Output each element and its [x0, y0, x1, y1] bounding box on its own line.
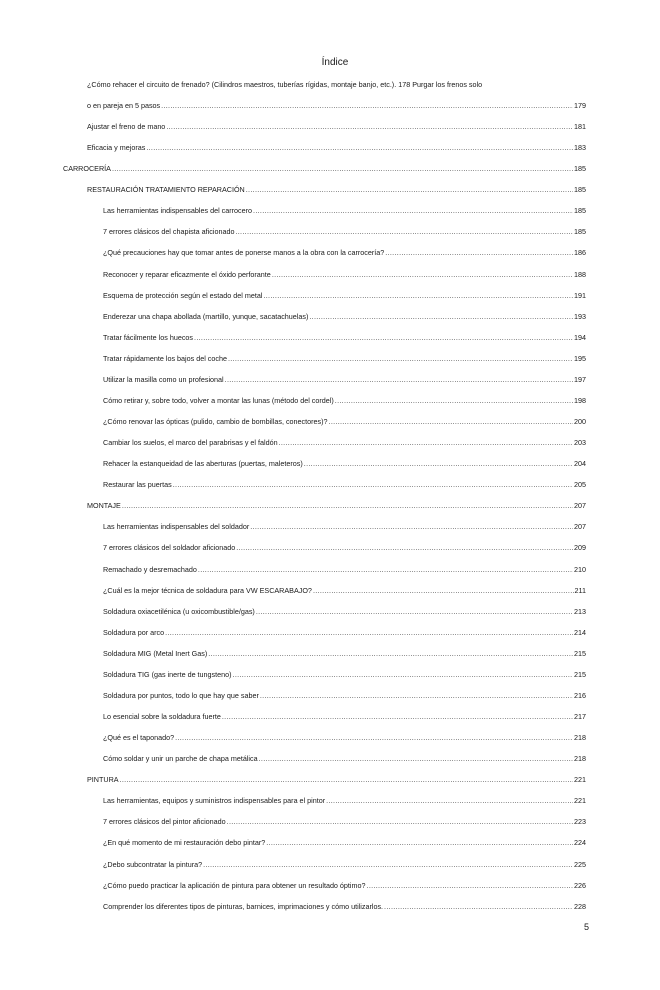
toc-entry[interactable]	[63, 159, 586, 173]
toc-entry-title: Soldadura oxiacetilénica (u oxicombustible/gas)	[103, 606, 255, 616]
toc-leader-dots	[228, 354, 573, 363]
toc-entry[interactable]	[103, 581, 586, 595]
toc-entry[interactable]	[103, 307, 586, 321]
toc-entry[interactable]	[103, 391, 586, 405]
toc-entry[interactable]	[103, 286, 586, 300]
toc-leader-dots	[326, 796, 573, 805]
toc-entry[interactable]	[103, 833, 586, 847]
toc-leader-dots	[246, 185, 573, 194]
toc-entry-page: 216	[574, 690, 586, 700]
toc-entry[interactable]	[103, 560, 586, 574]
toc-entry-page: 193	[574, 311, 586, 321]
toc-entry-title: Rehacer la estanqueidad de las aberturas (puertas, maleteros)	[103, 459, 303, 469]
toc-entry-title: Cambiar los suelos, el marco del parabrisas y el faldón	[103, 438, 278, 448]
toc-entry-title: Esquema de protección según el estado del metal	[103, 290, 263, 300]
toc-entry-title: ¿Qué es el taponado?	[103, 733, 175, 743]
toc-entry[interactable]	[103, 686, 586, 700]
toc-entry-page: 194	[574, 332, 586, 342]
toc-entry-title: Lo esencial sobre la soldadura fuerte	[103, 712, 221, 722]
toc-entry-title: PINTURA	[87, 775, 119, 785]
toc-entry[interactable]	[87, 770, 586, 784]
toc-leader-dots	[161, 101, 573, 110]
toc-leader-dots	[166, 122, 573, 131]
toc-leader-dots	[256, 607, 573, 616]
toc-entry-title: 7 errores clásicos del chapista aficionado	[103, 227, 235, 237]
toc-entry-title: Las herramientas, equipos y suministros indispensables para el pintor	[103, 796, 326, 806]
toc-leader-dots	[225, 375, 573, 384]
toc-leader-dots	[279, 438, 573, 447]
toc-entry-page: 213	[574, 606, 586, 616]
toc-leader-dots	[250, 522, 573, 531]
toc-entry[interactable]	[87, 180, 586, 194]
toc-entry-page: 226	[574, 880, 586, 890]
toc-entry-title: Cómo retirar y, sobre todo, volver a montar las lunas (método del cordel)	[103, 395, 334, 405]
toc-entry-page: 198	[574, 395, 586, 405]
toc-entry-page: 204	[574, 459, 586, 469]
toc-leader-dots	[175, 733, 573, 742]
toc-entry-title: Soldadura MIG (Metal Inert Gas)	[103, 648, 208, 658]
page-number: 5	[583, 922, 589, 932]
toc-leader-dots	[236, 543, 573, 552]
toc-leader-dots	[260, 691, 573, 700]
toc-entry[interactable]	[103, 370, 586, 384]
toc-entry[interactable]	[103, 623, 586, 637]
toc-entry-title: Las herramientas indispensables del carrocero	[103, 206, 253, 216]
toc-entry-title: Tratar fácilmente los huecos	[103, 332, 194, 342]
page-title: Índice	[321, 57, 349, 68]
toc-entry-page: 215	[574, 669, 586, 679]
toc-entry[interactable]	[103, 454, 586, 468]
toc-entry-page: 217	[574, 712, 586, 722]
toc-leader-dots	[120, 775, 573, 784]
toc-entry-page: 228	[574, 901, 586, 911]
toc-entry-title: Enderezar una chapa abollada (martillo, yunque, sacatachuelas)	[103, 311, 309, 321]
toc-leader-dots	[235, 227, 573, 236]
toc-entry[interactable]	[103, 602, 586, 616]
toc-entry-page: 218	[574, 733, 586, 743]
toc-leader-dots	[309, 312, 573, 321]
toc-entry-page: 209	[574, 543, 586, 553]
toc-entry-page: 188	[574, 269, 586, 279]
toc-leader-dots	[259, 754, 573, 763]
toc-leader-dots	[233, 670, 573, 679]
toc-entry[interactable]	[103, 243, 586, 257]
toc-leader-dots	[367, 881, 573, 890]
toc-entry-page: 223	[574, 817, 586, 827]
toc-leader-dots	[194, 333, 573, 342]
toc-entry[interactable]	[103, 475, 586, 489]
toc-entry-page: 181	[574, 122, 586, 132]
toc-entry[interactable]	[103, 665, 586, 679]
toc-entry-title: RESTAURACIÓN TRATAMIENTO REPARACIÓN	[87, 185, 245, 195]
toc-entry-page: 225	[574, 859, 586, 869]
toc-entry-page: 183	[574, 143, 586, 153]
toc-leader-dots	[329, 417, 573, 426]
toc-entry[interactable]	[103, 855, 586, 869]
toc-entry-page: 207	[574, 522, 586, 532]
toc-entry-page: 215	[574, 648, 586, 658]
toc-entry-page: 191	[574, 290, 586, 300]
toc-entry-page: 200	[574, 417, 586, 427]
toc-entry-title: Ajustar el freno de mano	[87, 122, 166, 132]
toc-entry[interactable]	[87, 117, 586, 131]
toc-leader-dots	[253, 206, 573, 215]
toc-entry-title: ¿Qué precauciones hay que tomar antes de ponerse manos a la obra con la carrocería?	[103, 248, 385, 258]
toc-entry-title: ¿Cómo puedo practicar la aplicación de pintura para obtener un resultado óptimo?	[103, 880, 366, 890]
toc-entry[interactable]	[103, 791, 586, 805]
toc-entry-page: 185	[574, 164, 586, 174]
toc-entry[interactable]	[103, 749, 586, 763]
toc-entry-title: MONTAJE	[87, 501, 121, 511]
toc-entry-title: Cómo soldar y unir un parche de chapa metálica	[103, 754, 258, 764]
toc-entry[interactable]	[103, 538, 586, 552]
toc-entry-page: 185	[574, 227, 586, 237]
toc-entry-title: Remachado y desremachado	[103, 564, 197, 574]
toc-entry[interactable]	[103, 707, 586, 721]
toc-leader-dots	[122, 501, 573, 510]
toc-entry-page: 205	[574, 480, 586, 490]
toc-entry-page: 186	[574, 248, 586, 258]
toc-entry-page: 218	[574, 754, 586, 764]
toc-entry-title: ¿Debo subcontratar la pintura?	[103, 859, 203, 869]
toc-entry-title: Soldadura TIG (gas inerte de tungsteno)	[103, 669, 232, 679]
toc-entry-page: 221	[574, 775, 586, 785]
toc-entry[interactable]	[103, 265, 586, 279]
toc-entry-page: 185	[574, 206, 586, 216]
toc-leader-dots	[112, 164, 573, 173]
toc-leader-dots	[227, 817, 573, 826]
toc-entry-page: 211	[574, 585, 586, 595]
toc-leader-dots	[203, 860, 573, 869]
toc-entry-title: Comprender los diferentes tipos de pinturas, barnices, imprimaciones y cómo utilizarlos.	[103, 901, 384, 911]
toc-leader-dots	[208, 649, 573, 658]
toc-entry-title: Restaurar las puertas	[103, 480, 172, 490]
toc-entry-title: Soldadura por puntos, todo lo que hay que saber	[103, 690, 259, 700]
toc-leader-dots	[266, 838, 573, 847]
toc-entry-page: 185	[574, 185, 586, 195]
toc-entry-title: o en pareja en 5 pasos	[87, 101, 161, 110]
toc-entry[interactable]	[103, 876, 586, 890]
toc-leader-dots	[384, 902, 573, 911]
toc-entry-title: Eficacia y mejoras	[87, 143, 146, 153]
toc-entry-title: Las herramientas indispensables del soldador	[103, 522, 250, 532]
toc-leader-dots	[263, 291, 573, 300]
toc-entry-title: ¿Cuál es la mejor técnica de soldadura para VW ESCARABAJO?	[103, 585, 312, 595]
toc-entry-page: 195	[574, 353, 586, 363]
toc-leader-dots	[335, 396, 573, 405]
toc-leader-dots	[173, 480, 573, 489]
toc-entry-page: 197	[574, 374, 586, 384]
toc-entry-title: 7 errores clásicos del pintor aficionado	[103, 817, 226, 827]
toc-leader-dots	[313, 586, 574, 595]
toc-leader-dots	[385, 248, 573, 257]
toc-entry-page: 179	[574, 101, 586, 110]
toc-entry-page: 221	[574, 796, 586, 806]
toc-entry[interactable]	[103, 201, 586, 215]
toc-leader-dots	[165, 628, 573, 637]
toc-leader-dots	[198, 565, 573, 574]
toc-entry[interactable]	[103, 812, 586, 826]
toc-entry-page: 203	[574, 438, 586, 448]
toc-entry-title: CARROCERÍA	[63, 164, 111, 174]
toc-entry[interactable]	[103, 433, 586, 447]
toc-entry-title: ¿Cómo renovar las ópticas (pulido, cambio de bombillas, conectores)?	[103, 417, 328, 427]
toc-leader-dots	[304, 459, 573, 468]
toc-entry[interactable]	[103, 222, 586, 236]
toc-leader-dots	[272, 270, 573, 279]
toc-entry-page: 224	[574, 838, 586, 848]
toc-entry-page: 207	[574, 501, 586, 511]
toc-entry[interactable]	[87, 496, 586, 510]
toc-entry-page: 210	[574, 564, 586, 574]
toc-entry[interactable]	[103, 644, 586, 658]
toc-entry-title: Utilizar la masilla como un profesional	[103, 374, 224, 384]
toc-leader-dots	[146, 143, 573, 152]
toc-entry[interactable]	[103, 349, 586, 363]
toc-leader-dots	[222, 712, 573, 721]
toc-entry-title: Reconocer y reparar eficazmente el óxido perforante	[103, 269, 271, 279]
toc-entry[interactable]	[87, 138, 586, 152]
toc-entry-title: ¿En qué momento de mi restauración debo pintar?	[103, 838, 266, 848]
toc-entry[interactable]	[87, 96, 586, 110]
toc-entry[interactable]	[103, 517, 586, 531]
toc-entry[interactable]	[103, 897, 586, 911]
toc-entry-title: Soldadura por arco	[103, 627, 165, 637]
toc-entry[interactable]	[103, 412, 586, 426]
toc-intro-line: ¿Cómo rehacer el circuito de frenado? (Cilindros maestros, tuberías rígidas, montaje banjo, etc.). 178 Purgar los frenos solo	[87, 80, 483, 89]
toc-entry[interactable]	[103, 728, 586, 742]
toc-entry[interactable]	[103, 328, 586, 342]
toc-entry-title: 7 errores clásicos del soldador aficionado	[103, 543, 236, 553]
toc-entry-page: 214	[574, 627, 586, 637]
toc-entry-title: Tratar rápidamente los bajos del coche	[103, 353, 227, 363]
